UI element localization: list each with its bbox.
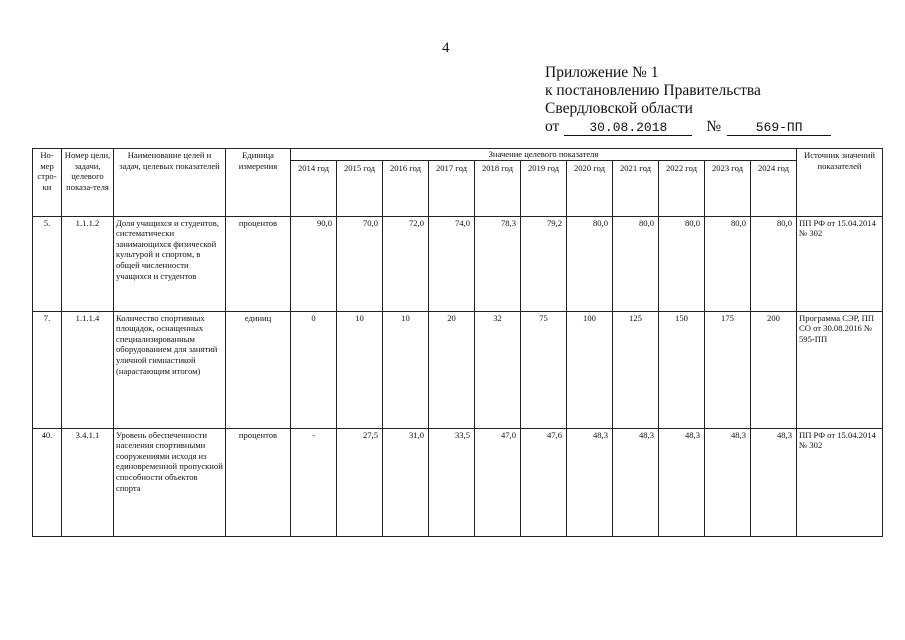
value-cell: 150: [659, 311, 705, 428]
table-row: [33, 428, 883, 536]
header-goal-number: Номер цели, задачи, целевого показа-теля: [62, 149, 114, 217]
appendix-date-line: [545, 118, 831, 136]
indicator-name: Уровень обеспеченности населения спортивными сооружениями исходя из единовременной пропускной способности объектов спорта: [114, 428, 226, 536]
value-cell: 79,2: [521, 216, 567, 311]
target-indicators-table: [32, 148, 883, 537]
header-year: 2021 год: [613, 160, 659, 216]
header-year: 2018 год: [475, 160, 521, 216]
appendix-decree-line: к постановлению Правительства: [545, 82, 761, 99]
indicator-name: Количество спортивных площадок, оснащенных специализированным оборудованием для занятий уличной гимнастикой (нарастающим итогом): [114, 311, 226, 428]
row-number: 7.: [33, 311, 62, 428]
number-prefix: №: [706, 118, 722, 135]
table-row: [33, 311, 883, 428]
value-cell: 75: [521, 311, 567, 428]
header-year: 2015 год: [337, 160, 383, 216]
header-year: 2016 год: [383, 160, 429, 216]
appendix-title: Приложение № 1: [545, 64, 659, 81]
value-cell: 31,0: [383, 428, 429, 536]
header-year: 2014 год: [291, 160, 337, 216]
value-cell: 80,0: [613, 216, 659, 311]
value-cell: 20: [429, 311, 475, 428]
value-cell: 0: [291, 311, 337, 428]
value-cell: 32: [475, 311, 521, 428]
value-cell: 48,3: [567, 428, 613, 536]
value-cell: 80,0: [751, 216, 797, 311]
header-row-number: Но-мер стро-ки: [33, 149, 62, 217]
value-cell: 90,0: [291, 216, 337, 311]
value-cell: 48,3: [613, 428, 659, 536]
appendix-region-line: Свердловской области: [545, 100, 693, 117]
table-row: [33, 216, 883, 311]
indicator-unit: единиц: [226, 311, 291, 428]
value-cell: 48,3: [705, 428, 751, 536]
value-cell: 10: [383, 311, 429, 428]
header-source: Источник значений показателей: [797, 149, 883, 217]
value-cell: 33,5: [429, 428, 475, 536]
indicator-name: Доля учащихся и студентов, систематически занимающихся физической культурой и спортом, в общей численности учащихся и студентов: [114, 216, 226, 311]
value-cell: 175: [705, 311, 751, 428]
value-cell: 80,0: [567, 216, 613, 311]
header-year: 2017 год: [429, 160, 475, 216]
header-year: 2023 год: [705, 160, 751, 216]
value-cell: 48,3: [659, 428, 705, 536]
table-header-row: [33, 149, 883, 161]
header-year: 2020 год: [567, 160, 613, 216]
value-cell: 47,6: [521, 428, 567, 536]
indicator-code: 3.4.1.1: [62, 428, 114, 536]
indicator-unit: процентов: [226, 216, 291, 311]
row-number: 5.: [33, 216, 62, 311]
header-year: 2019 год: [521, 160, 567, 216]
source-cell: Программа СЭР, ПП СО от 30.08.2016 № 595-ПП: [797, 311, 883, 428]
decree-number: 569-ПП: [727, 120, 831, 136]
value-cell: 27,5: [337, 428, 383, 536]
row-number: 40.: [33, 428, 62, 536]
value-cell: 48,3: [751, 428, 797, 536]
value-cell: 100: [567, 311, 613, 428]
header-indicator-name: Наименование целей и задач, целевых показателей: [114, 149, 226, 217]
value-cell: 72,0: [383, 216, 429, 311]
header-unit: Единица измерения: [226, 149, 291, 217]
value-cell: 47,0: [475, 428, 521, 536]
value-cell: 125: [613, 311, 659, 428]
indicator-code: 1.1.1.2: [62, 216, 114, 311]
indicator-unit: процентов: [226, 428, 291, 536]
value-cell: 74,0: [429, 216, 475, 311]
source-cell: ПП РФ от 15.04.2014 № 302: [797, 216, 883, 311]
header-year: 2024 год: [751, 160, 797, 216]
date-prefix: от: [545, 118, 560, 135]
decree-date: 30.08.2018: [564, 120, 692, 136]
value-cell: 70,0: [337, 216, 383, 311]
value-cell: 80,0: [705, 216, 751, 311]
header-value-group: Значение целевого показателя: [291, 149, 797, 161]
page-number: 4: [442, 40, 450, 56]
value-cell: 200: [751, 311, 797, 428]
value-cell: -: [291, 428, 337, 536]
value-cell: 78,3: [475, 216, 521, 311]
header-year: 2022 год: [659, 160, 705, 216]
value-cell: 80,0: [659, 216, 705, 311]
indicator-code: 1.1.1.4: [62, 311, 114, 428]
value-cell: 10: [337, 311, 383, 428]
source-cell: ПП РФ от 15.04.2014 № 302: [797, 428, 883, 536]
appendix-header: [545, 64, 831, 136]
